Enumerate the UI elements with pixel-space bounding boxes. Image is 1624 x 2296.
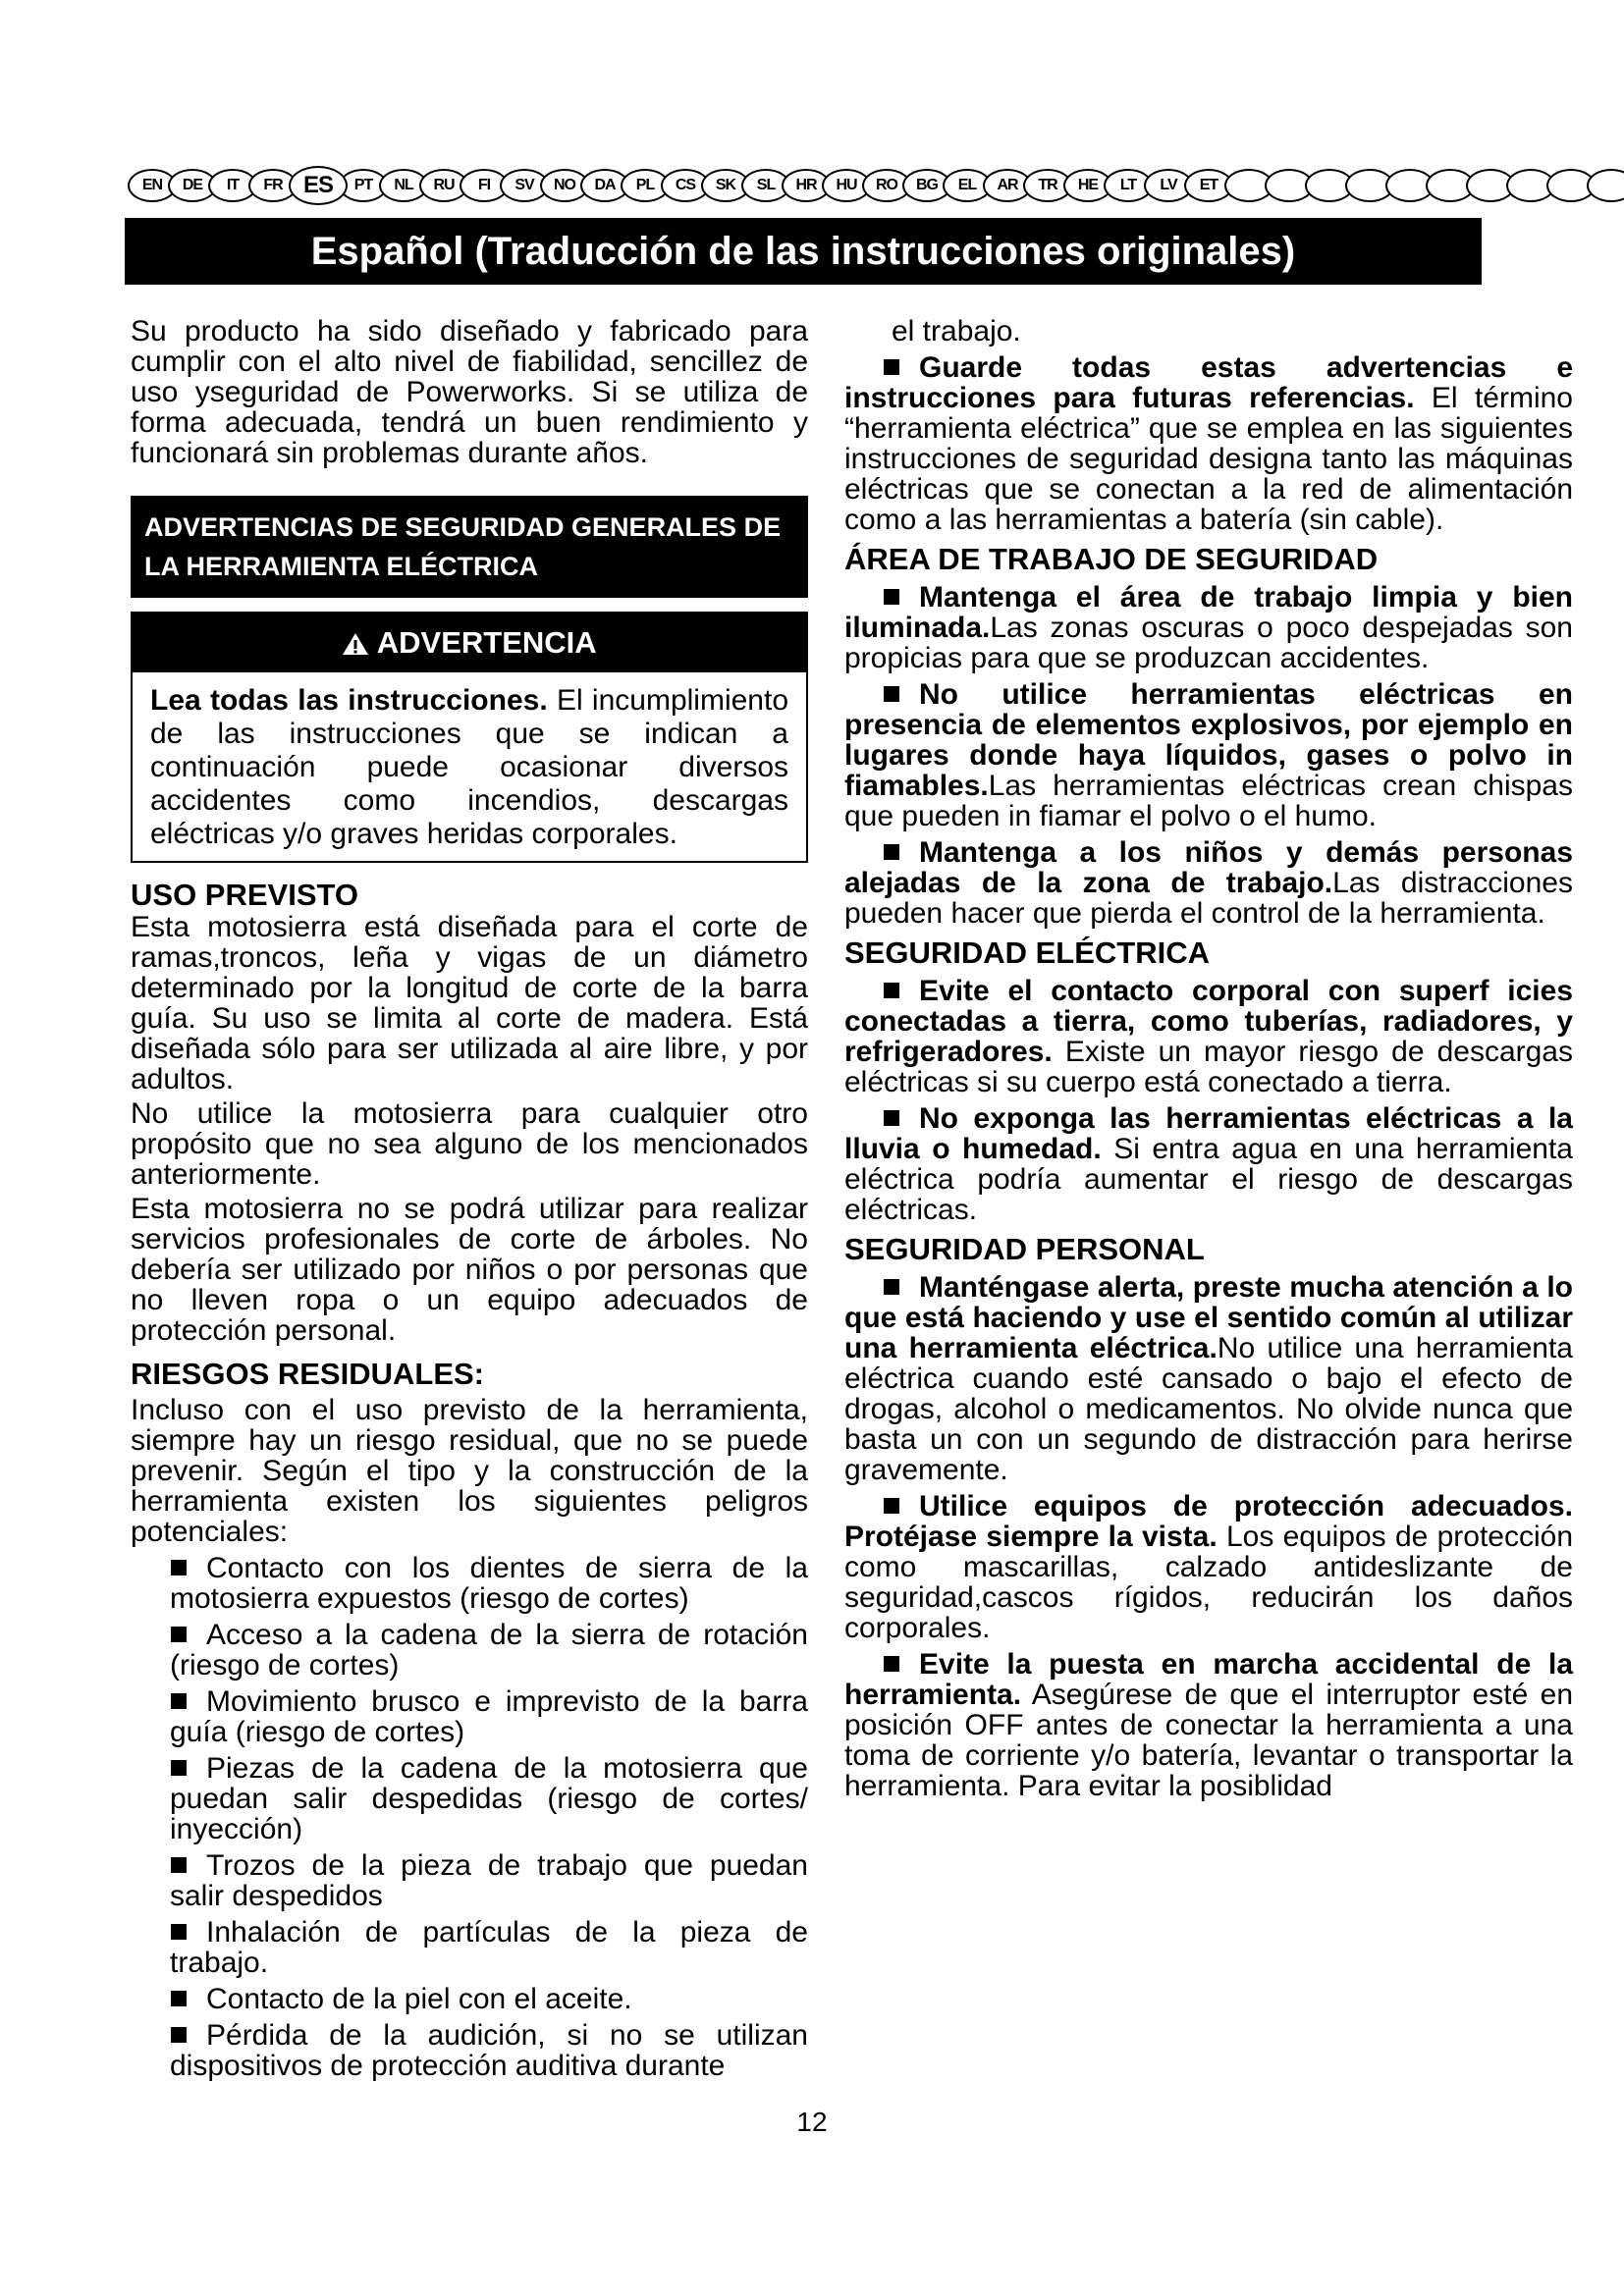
right-column [844, 316, 1573, 1801]
language-tab: BG [902, 169, 951, 202]
left-column [131, 316, 808, 2081]
keep-bold: Guarde todas estas advertencias e instrucciones para futuras referencias. [844, 351, 1573, 414]
language-tab: HE [1063, 169, 1112, 202]
safety-item [844, 976, 1573, 1097]
riesgo-item [131, 1620, 808, 1681]
riesgo-text: Pérdida de la audición, si no se utilizan dispositivos de protección auditiva durante [170, 2019, 808, 2082]
safety-item-bold: Manténgase alerta, preste mucha atención a lo que está haciendo y use el sentido común al utilizar una herramienta eléctrica. [844, 1271, 1573, 1364]
bullet-icon [884, 1656, 899, 1672]
safety-item [844, 1272, 1573, 1485]
safety-item [844, 1103, 1573, 1225]
safety-item-bold: Mantenga a los niños y demás personas alejadas de la zona de trabajo. [844, 836, 1573, 899]
bullet-icon [884, 983, 899, 998]
language-tab: RO [862, 169, 911, 202]
riesgo-text: Acceso a la cadena de la sierra de rotación (riesgo de cortes) [170, 1619, 808, 1682]
riesgo-text: Movimiento brusco e imprevisto de la barra guía (riesgo de cortes) [170, 1685, 808, 1748]
safety-item-text: Las herramientas eléctricas crean chispas que pueden in fiamar el polvo o el humo. [844, 770, 1573, 832]
safety-item-text: Los equipos de protección como mascarillas, calzado antideslizante de seguridad,cascos rígidos, reducirán los daños corporales. [844, 1521, 1573, 1644]
language-tab: SV [500, 169, 549, 202]
bullet-icon [884, 1110, 899, 1126]
riesgo-text: Trozos de la pieza de trabajo que puedan salir despedidos [170, 1849, 808, 1912]
section-heading: ÁREA DE TRABAJO DE SEGURIDAD [844, 542, 1379, 576]
language-tab: NL [379, 169, 428, 202]
language-tab: CS [661, 169, 710, 202]
safety-item [844, 679, 1573, 831]
warning-triangle-icon [342, 625, 376, 660]
language-tab: ET [1184, 169, 1233, 202]
riesgo-item [131, 1553, 808, 1614]
safety-item-text: Las zonas oscuras o poco despejadas son propicias para que se produzcan accidentes. [844, 612, 1573, 674]
safety-item-text: No utilice una herramienta eléctrica cuando esté cansado o bajo el efecto de drogas, alcohol o medicamentos. No olvide nunca que basta un con un segundo de distracción para herirse gravemente. [844, 1332, 1573, 1486]
safety-item [844, 582, 1573, 673]
riesgos-list [131, 1553, 808, 2081]
language-tab: TR [1023, 169, 1072, 202]
uso-previsto-heading: USO PREVISTO [131, 878, 358, 912]
safety-item-text: Si entra agua en una herramienta eléctrica podría aumentar el riesgo de descargas eléctricas. [844, 1133, 1573, 1226]
bullet-icon [884, 359, 899, 375]
language-tab: IT [208, 169, 257, 202]
continuation-text: el trabajo. [892, 315, 1021, 347]
safety-item-text: Las distracciones pueden hacer que pierda el control de la herramienta. [844, 867, 1573, 930]
language-tab: RU [419, 169, 468, 202]
bullet-icon [884, 589, 899, 605]
language-tab: ES [289, 166, 348, 205]
riesgo-item [131, 1686, 808, 1747]
bullet-icon [884, 686, 899, 702]
safety-item-bold: Mantenga el área de trabajo limpia y bien iluminada. [844, 581, 1573, 644]
section-heading: SEGURIDAD PERSONAL [844, 1232, 1205, 1266]
bullet-icon [884, 844, 899, 860]
riesgo-text: Piezas de la cadena de la motosierra que puedan salir despedidas (riesgo de cortes/ inyección) [170, 1752, 808, 1845]
language-tab: FR [248, 169, 298, 202]
uso-paragraph: Esta motosierra no se podrá utilizar para realizar servicios profesionales de corte de árboles. No debería ser utilizado por niños o por personas que no lleven ropa o un equipo adecuados de protección personal. [131, 1193, 808, 1347]
bullet-icon [171, 1693, 187, 1709]
bullet-icon [171, 1627, 187, 1642]
page-number: 12 [796, 2107, 828, 2137]
warning-box-body [133, 672, 806, 861]
warning-box-header [133, 614, 806, 672]
language-tab: FI [460, 169, 509, 202]
warning-box-title: ADVERTENCIA [376, 625, 597, 660]
right-sections [844, 543, 1573, 1801]
language-tab: EN [128, 169, 177, 202]
page-title: Español (Traducción de las instrucciones originales) [125, 218, 1482, 285]
safety-item-bold: Evite la puesta en marcha accidental de la herramienta. [844, 1648, 1573, 1711]
safety-item-text: Existe un mayor riesgo de descargas eléctricas si su cuerpo está conectado a tierra. [844, 1036, 1573, 1098]
language-tab: HR [782, 169, 831, 202]
safety-item [844, 837, 1573, 929]
language-tab: PT [339, 169, 388, 202]
keep-instructions [844, 352, 1573, 535]
language-tab: SK [701, 169, 750, 202]
bullet-icon [171, 1857, 187, 1873]
uso-paragraph: Esta motosierra está diseñada para el corte de ramas,troncos, leña y vigas de un diámetro determinado por la longitud de corte de la barra guía. Su uso se limita al corte de madera. Está diseñada sólo para ser utilizada al aire libre, y por adultos. [131, 911, 808, 1095]
language-tab: EL [943, 169, 992, 202]
riesgos-intro: Incluso con el uso previsto de la herramienta, siempre hay un riesgo residual, que no se puede prevenir. Según el tipo y la construcción de la herramienta existen los siguientes peligros potenciales: [131, 1394, 808, 1548]
warning-lead: Lea todas las instrucciones. [150, 684, 548, 717]
bullet-icon [884, 1498, 899, 1514]
safety-item-bold: No exponga las herramientas eléctricas a la lluvia o humedad. [844, 1102, 1573, 1165]
safety-item-bold: Evite el contacto corporal con superf icies conectadas a tierra, como tuberías, radiadores, y refrigeradores. [844, 975, 1573, 1068]
safety-item [844, 1649, 1573, 1801]
riesgo-item [131, 1850, 808, 1911]
language-tab: SL [741, 169, 790, 202]
uso-paragraph: No utilice la motosierra para cualquier otro propósito que no sea alguno de los mencionados anteriormente. [131, 1097, 808, 1191]
riesgo-text: Contacto de la piel con el aceite. [206, 1983, 632, 2015]
riesgo-item [131, 1984, 808, 2014]
language-tab: DE [168, 169, 217, 202]
riesgo-text: Contacto con los dientes de sierra de la motosierra expuestos (riesgo de cortes) [170, 1552, 808, 1615]
language-tab [1587, 169, 1624, 202]
language-tab: LV [1144, 169, 1193, 202]
bullet-icon [884, 1279, 899, 1295]
safety-item [844, 1491, 1573, 1643]
language-tab: HU [822, 169, 871, 202]
language-tab: LT [1104, 169, 1153, 202]
language-tab: PL [621, 169, 670, 202]
keep-text: El término “herramienta eléctrica” que se emplea en las siguientes instrucciones de seguridad designa tanto las máquinas eléctricas que se conectan a la red de alimentación como a las herramientas a batería (sin cable). [844, 382, 1573, 536]
safety-item-bold: Utilice equipos de protección adecuados. Protéjase siempre la vista. [844, 1490, 1573, 1553]
safety-item-text: Asegúrese de que el interruptor esté en posición OFF antes de conectar la herramienta a una toma de corriente y/o batería, levantar o transportar la herramienta. Para evitar la posiblidad [844, 1679, 1573, 1802]
language-tab: DA [580, 169, 629, 202]
riesgo-item [131, 1917, 808, 1978]
bullet-icon [171, 1924, 187, 1940]
riesgo-text: Inhalación de partículas de la pieza de trabajo. [170, 1916, 808, 1979]
bullet-icon [171, 2027, 187, 2043]
language-tab: AR [983, 169, 1032, 202]
section-heading: SEGURIDAD ELÉCTRICA [844, 935, 1211, 970]
safety-item-bold: No utilice herramientas eléctricas en presencia de elementos explosivos, por ejemplo en lugares donde haya líquidos, gases o polvo in fiamables. [844, 678, 1573, 802]
riesgo-item [131, 1753, 808, 1844]
bullet-icon [171, 1760, 187, 1776]
warning-box [131, 612, 808, 863]
riesgos-heading: RIESGOS RESIDUALES: [131, 1357, 484, 1391]
riesgo-item [131, 2020, 808, 2081]
warning-text: El incumplimiento de las instrucciones que se indican a continuación puede ocasionar diversos accidentes como incendios, descargas eléctricas y/o graves heridas corporales. [150, 684, 788, 850]
bullet-icon [171, 1991, 187, 2006]
intro-paragraph: Su producto ha sido diseñado y fabricado para cumplir con el alto nivel de fiabilidad, sencillez de uso yseguridad de Powerworks. Si se utiliza de forma adecuada, tendrá un buen rendimiento y funcionará sin problemas durante años. [131, 315, 808, 469]
language-tab: NO [540, 169, 589, 202]
bullet-icon [171, 1560, 187, 1575]
general-warnings-heading: ADVERTENCIAS DE SEGURIDAD GENERALES DE LA HERRAMIENTA ELÉCTRICA [131, 496, 808, 598]
language-tabs [128, 169, 1624, 206]
